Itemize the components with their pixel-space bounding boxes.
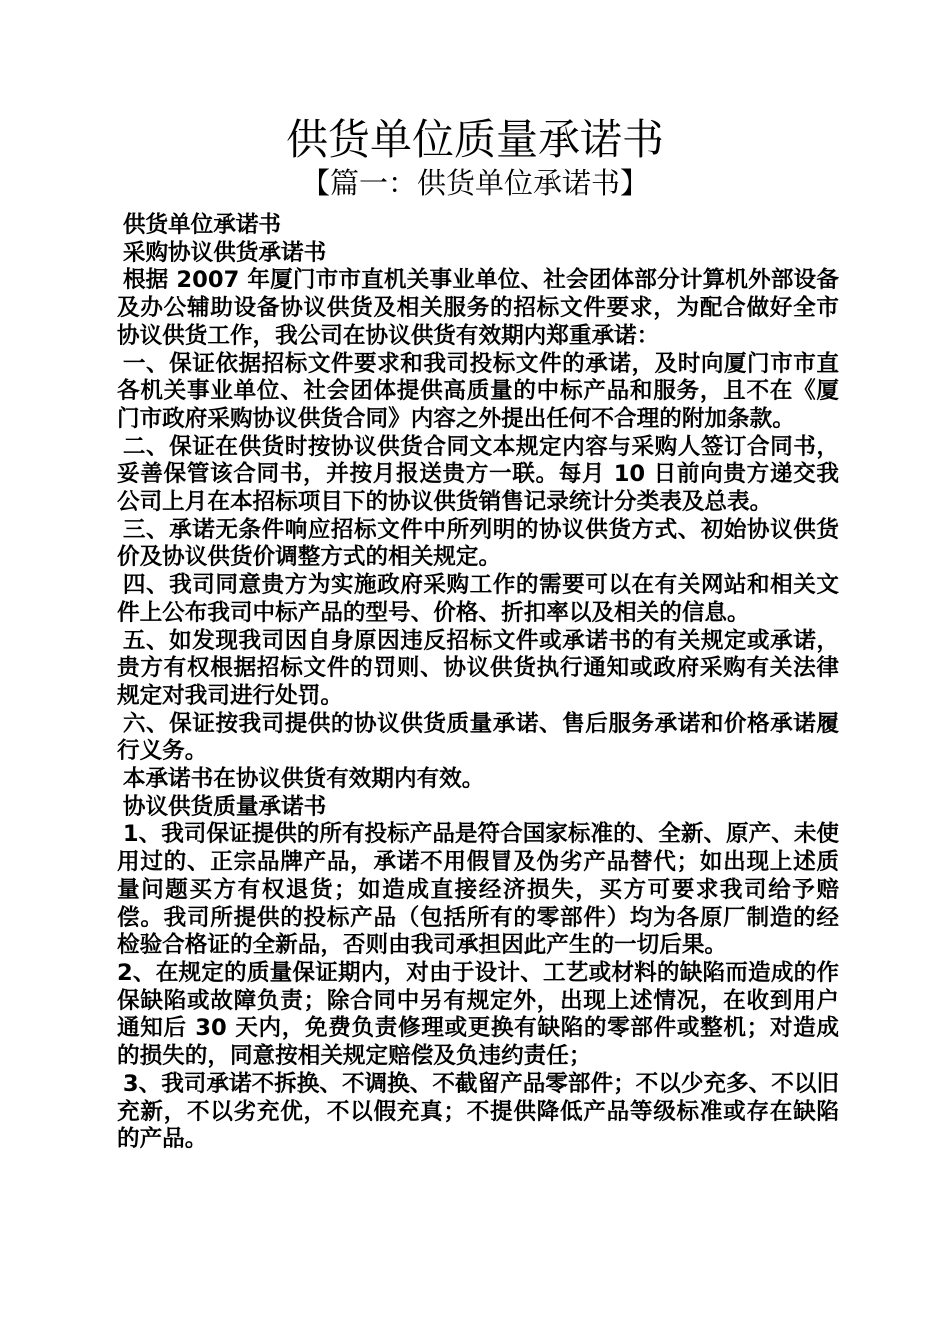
paragraph: 二、保证在供货时按协议供货合同文本规定内容与采购人签订合同书，妥善保管该合同书，并按月报送贵方一联。每月 10 日前向贵方递交我公司上月在本招标项目下的协议供货销售记录统计分类表及总表。 — [117, 433, 839, 516]
section-heading: 供货单位承诺书 — [122, 212, 282, 238]
paragraph: 三、承诺无条件响应招标文件中所列明的协议供货方式、初始协议供货价及协议供货价调整方式的相关规定。 — [117, 516, 839, 571]
section-heading: 协议供货质量承诺书 — [122, 793, 327, 820]
paragraph: 四、我司同意贵方为实施政府采购工作的需要可以在有关网站和相关文件上公布我司中标产品的型号、价格、折扣率以及相关的信息。 — [117, 572, 839, 626]
paragraph: 本承诺书在协议供货有效期内有效。 — [122, 766, 485, 793]
document-subtitle: 【篇一：供货单位承诺书】 — [300, 166, 649, 200]
paragraph: 一、保证依据招标文件要求和我司投标文件的承诺，及时向厦门市市直各机关事业单位、社会团体提供高质量的中标产品和服务，且不在《厦门市政府采购协议供货合同》内容之外提出任何不合理的附加条款。 — [117, 350, 839, 432]
paragraph: 五、如发现我司因自身原因违反招标文件或承诺书的有关规定或承诺，贵方有权根据招标文件的罚则、协议供货执行通知或政府采购有关法律规定对我司进行处罚。 — [117, 627, 839, 709]
paragraph: 六、保证按我司提供的协议供货质量承诺、售后服务承诺和价格承诺履行义务。 — [117, 710, 839, 765]
paragraph: 1、我司保证提供的所有投标产品是符合国家标准的、全新、原产、未使用过的、正宗品牌产品，承诺不用假冒及伪劣产品替代；如出现上述质量问题买方有权退货；如造成直接经济损失，买方可要求我司给予赔偿。我司所提供的投标产品（包括所有的零部件）均为各原厂制造的经检验合格证的全新品，否则由我司承担因此产生的一切后果。 — [117, 821, 840, 959]
document-body — [117, 212, 839, 1154]
paragraph: 2、在规定的质量保证期内，对由于设计、工艺或材料的缺陷而造成的作保缺陷或故障负责；除合同中另有规定外，出现上述情况，在收到用户通知后 30 天内，免费负责修理或更换有缺陷的零部件或整机；对造成的损失的，同意按相关规定赔偿及负违约责任； — [117, 959, 839, 1070]
paragraph: 根据 2007 年厦门市市直机关事业单位、社会团体部分计算机外部设备及办公辅助设备协议供货及相关服务的招标文件要求，为配合做好全市协议供货工作，我公司在协议供货有效期内郑重承诺： — [117, 267, 839, 349]
document-title: 供货单位质量承诺书 — [285, 115, 664, 164]
section-heading: 采购协议供货承诺书 — [122, 239, 327, 266]
paragraph: 3、我司承诺不拆换、不调换、不截留产品零部件；不以少充多、不以旧充新，不以劣充优，不以假充真；不提供降低产品等级标准或存在缺陷的产品。 — [117, 1070, 840, 1153]
